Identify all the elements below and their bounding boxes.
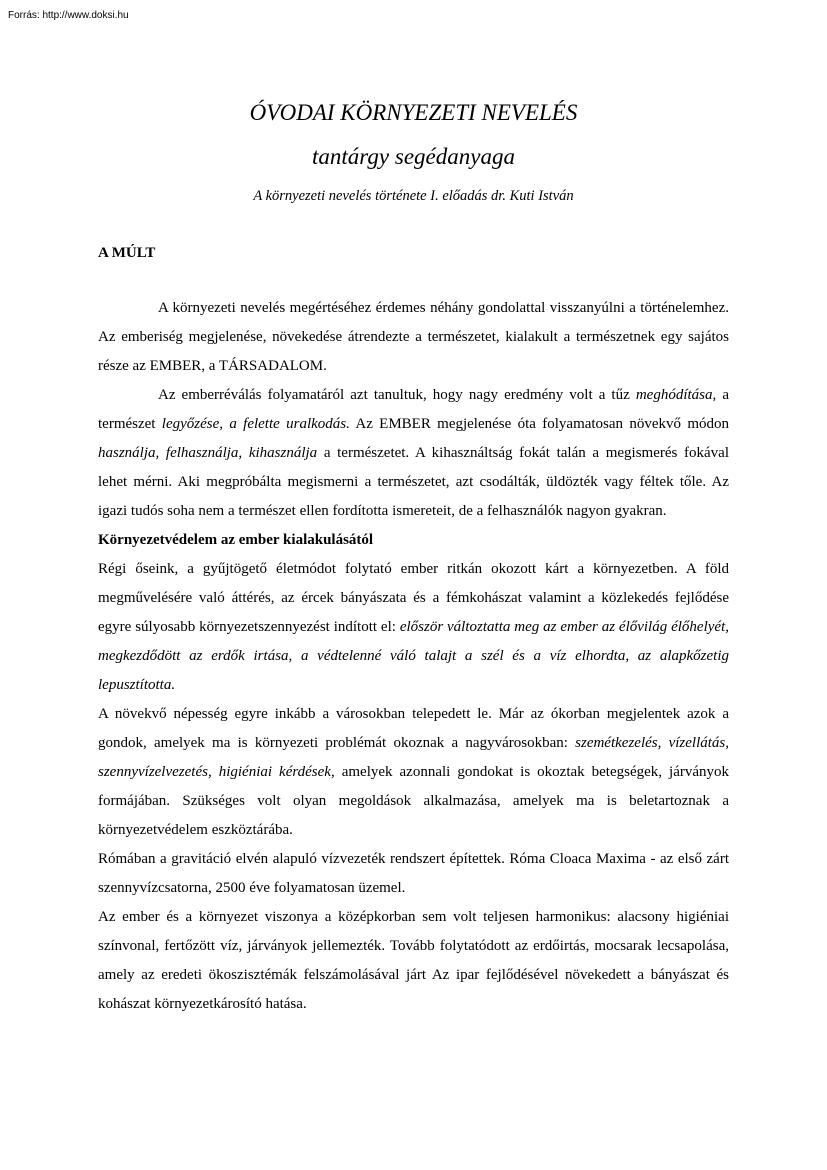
text-run: Az EMBER megjelenése óta folyamatosan növekvő módon (349, 416, 730, 432)
document-body (98, 294, 729, 1019)
lecture-info: A környezeti nevelés története I. előadás dr. Kuti István (253, 188, 574, 204)
paragraph-2 (98, 381, 729, 526)
text-run: , amelyek azonnali gondokat is okoztak betegségek, járványok formájában. Szükséges volt olyan megoldások alkalmazása, amelyek ma is beletartoznak a környezetvédelem eszköztárába. (98, 764, 730, 838)
section-heading: A MÚLT (98, 245, 156, 261)
text-run: A növekvő népesség egyre inkább a városokban telepedett le. Már az ókorban megjelentek azok a gondok, amelyek ma is környezeti problémát okoznak a nagyvárosokban: (98, 706, 729, 751)
paragraph-4 (98, 700, 729, 845)
text-run-italic: először változtatta meg az ember az élővilág élőhelyét, megkezdődött az erdők irtása, a védtelenné váló talajt a szél és a víz elhordta, az alapkőzetig lepusztította. (98, 619, 729, 693)
source-label: Forrás: http://www.doksi.hu (8, 10, 129, 21)
paragraph-1: A környezeti nevelés megértéséhez érdemes néhány gondolattal visszanyúlni a történelemhez. Az emberiség megjelenése, növekedése átrendezte a természetet, kialakult a természetnek egy sajátos része az EMBER, a TÁRSADALOM. (98, 300, 729, 374)
text-run-italic: meghódítása (635, 387, 713, 403)
text-run: Az emberréválás folyamatáról azt tanultuk, hogy nagy eredmény volt a tűz (158, 387, 636, 403)
document-title: ÓVODAI KÖRNYEZETI NEVELÉS (249, 100, 578, 125)
text-run: , a természet (98, 387, 729, 432)
paragraph-3 (98, 555, 729, 700)
subheading: Környezetvédelem az ember kialakulásától (98, 532, 374, 548)
text-run-italic: szemétkezelés, vízellátás, szennyvízelvezetés, higiéniai kérdések (98, 735, 730, 780)
paragraph-5: Rómában a gravitáció elvén alapuló vízvezeték rendszert építettek. Róma Cloaca Maxima - az első zárt szennyvízcsatorna, 2500 éve folyamatosan üzemel. (98, 851, 729, 896)
text-run-italic: legyőzése, a felette uralkodás. (161, 416, 350, 432)
document-subtitle: tantárgy segédanyaga (312, 144, 515, 169)
text-run: a természetet. A kihasználtság fokát talán a megismerés fokával lehet mérni. Aki megpróbálta megismerni a természetet, azt csodálták, üldözték vagy féltek tőle. Az igazi tudós soha nem a természet ellen fordította ismereteit, de a felhasználók nagyon gyakran. (98, 445, 730, 519)
paragraph-6: Az ember és a környezet viszonya a középkorban sem volt teljesen harmonikus: alacsony higiéniai színvonal, fertőzött víz, járványok jellemezték. Tovább folytatódott az erdőirtás, mocsarak lecsapolása, amely az eredeti ökoszisztémák felszámolásával járt Az ipar fejlődésével növekedett a bányászat és kohászat környezetkárosító hatása. (98, 909, 729, 1012)
text-run: Régi őseink, a gyűjtögető életmódot folytató ember ritkán okozott kárt a környezetben. A föld megművelésére való áttérés, az ércek bányászata és a fémkohászat valamint a közlekedés fejlődése egyre súlyosabb környezetszennyezést indított el: (98, 561, 729, 635)
text-run-italic: használja, felhasználja, kihasználja (98, 445, 318, 461)
